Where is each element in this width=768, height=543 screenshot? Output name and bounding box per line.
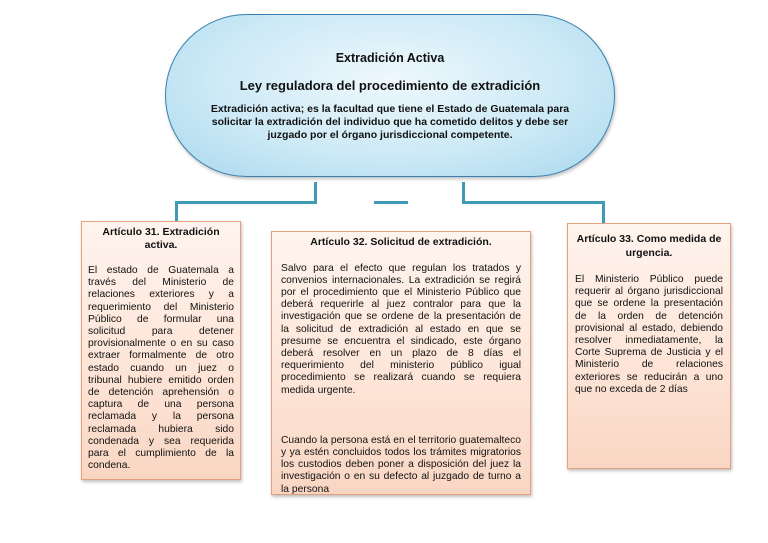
connector-center-dash: [374, 201, 408, 204]
article-31-box: [81, 221, 241, 480]
connector-left-arm: [175, 201, 317, 204]
article-32-body-continued: Cuando la persona está en el territorio guatemalteco y ya estén concluidos todos los trámites migratorios los custodios deben poner a disposición del juez la investigación o en su defecto al juzgado de turno a la persona: [281, 434, 521, 495]
connector-right-arm: [462, 201, 605, 204]
article-32-box: [271, 231, 531, 495]
diagram-title: Extradición Activa: [335, 51, 445, 65]
connector-left-drop: [175, 201, 178, 221]
diagram-description: Extradición activa; es la facultad que tiene el Estado de Guatemala para solicitar la extradición del individuo que ha cometido delitos y debe ser juzgado por el órgano jurisdiccional competente.: [210, 103, 570, 141]
article-33-body: El Ministerio Público puede requerir al órgano jurisdiccional que se ordene la presentación de la orden de detención provisional al estado, debiendo resolver inmediatamente, la Corte Suprema de Justicia y el Ministerio de relaciones exteriores se reducirán a uno que no exceda de 2 días: [575, 274, 723, 395]
article-33-title: Artículo 33. Como medida de urgencia.: [576, 233, 722, 259]
connector-right-drop: [602, 201, 605, 223]
main-topic-oval: [165, 14, 615, 177]
article-31-title: Artículo 31. Extradición activa.: [102, 226, 220, 251]
article-33-box: [567, 223, 731, 469]
diagram-subtitle: Ley reguladora del procedimiento de extradición: [239, 78, 541, 93]
article-32-body: Salvo para el efecto que regulan los tratados y convenios internacionales. La extradición se regirá por el procedimiento que el Ministerio Público que deberá requerirle al juez contralor para que la investigación que se ordene de la presentación de la solicitud de extradición al estado en que se presume se encuentra el sindicado, este órgano deberá resolver en un plazo de 8 días el requerimiento del ministerio público igual procedimiento se realizará cuando se requiera medida urgente.: [281, 262, 521, 396]
article-32-title: Artículo 32. Solicitud de extradición.: [310, 236, 492, 248]
article-31-body: El estado de Guatemala a través del Ministerio de relaciones exteriores y a requerimiento del Ministerio Público de formular una solicitud para detener provisionalmente o en su caso extraer formalmente de otro estado cuando un juez o tribunal hubiere emitido orden de detención aprehensión o captura de una persona reclamada y la persona reclamada hubiera sido condenada y sea requerida para el cumplimiento de la condena.: [88, 265, 234, 472]
